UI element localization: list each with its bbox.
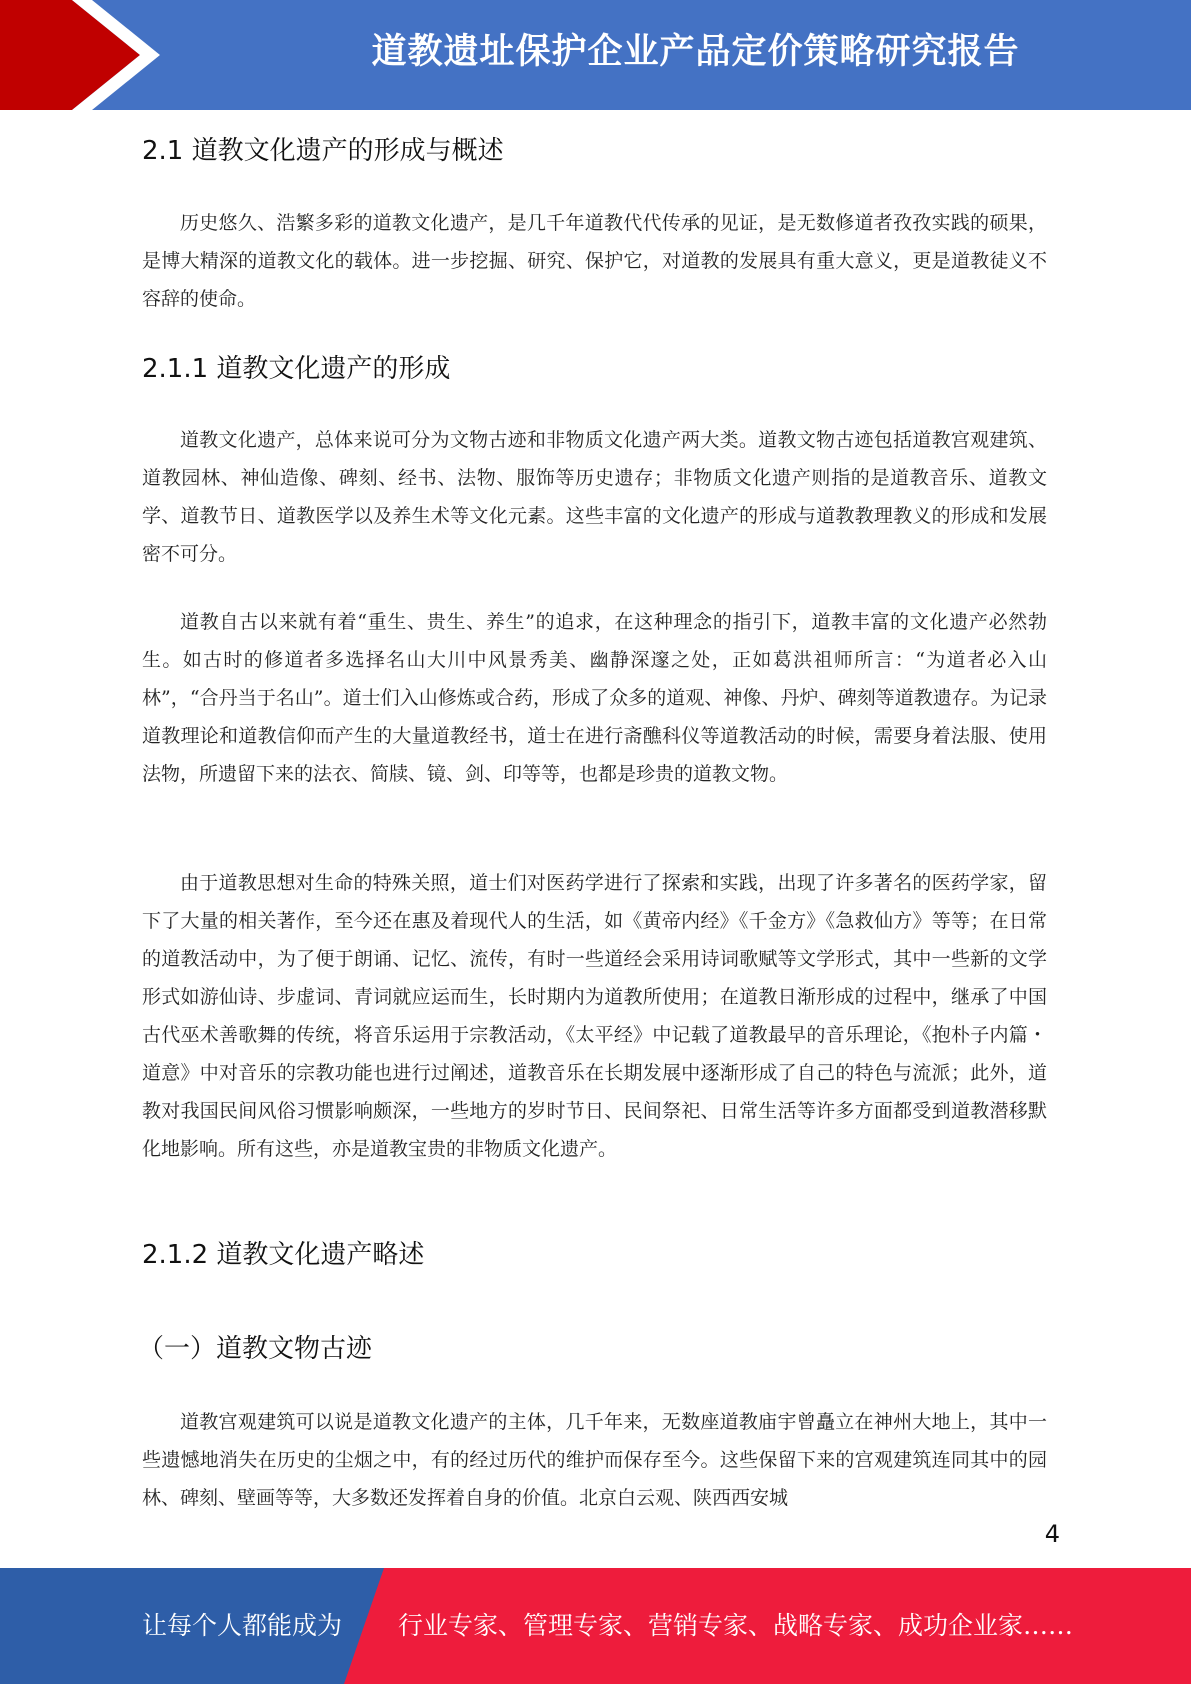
paragraph: 历史悠久、浩繁多彩的道教文化遗产，是几千年道教代代传承的见证，是无数修道者孜孜实践的硕果，是博大精深的道教文化的载体。进一步挖掘、研究、保护它，对道教的发展具有重大意义，更是道教徒义不容辞的使命。 [142, 212, 1047, 310]
footer-slogan-left: 让每个人都能成为 [142, 1611, 343, 1640]
page-number: 4 [1044, 1520, 1060, 1548]
paragraph: 道教自古以来就有着“重生、贵生、养生”的追求，在这种理念的指引下，道教丰富的文化遗产必然勃生。如古时的修道者多选择名山大川中风景秀美、幽静深邃之处，正如葛洪祖师所言：“为道者必入山林”，“合丹当于名山”。道士们入山修炼或合药，形成了众多的道观、神像、丹炉、碑刻等道教遗存。为记录道教理论和道教信仰而产生的大量道教经书，道士在进行斋醮科仪等道教活动的时候，需要身着法服、使用法物，所遗留下来的法衣、简牍、镜、剑、印等等，也都是珍贵的道教文物。 [142, 611, 1047, 785]
paragraph: 由于道教思想对生命的特殊关照，道士们对医药学进行了探索和实践，出现了许多著名的医药学家，留下了大量的相关著作，至今还在惠及着现代人的生活，如《黄帝内经》《千金方》《急救仙方》等等；在日常的道教活动中，为了便于朗诵、记忆、流传，有时一些道经会采用诗词歌赋等文学形式，其中一些新的文学形式如游仙诗、步虚词、青词就应运而生，长时期内为道教所使用；在道教日渐形成的过程中，继承了中国古代巫术善歌舞的传统，将音乐运用于宗教活动，《太平经》中记载了道教最早的音乐理论，《抱朴子内篇・道意》中对音乐的宗教功能也进行过阐述，道教音乐在长期发展中逐渐形成了自己的特色与流派；此外，道教对我国民间风俗习惯影响颇深，一些地方的岁时节日、民间祭祀、日常生活等许多方面都受到道教潜移默化地影响。所有这些，亦是道教宝贵的非物质文化遗产。 [142, 872, 1047, 1160]
sub-heading-cultural-relics: （一）道教文物古迹 [138, 1334, 373, 1364]
page-header [0, 0, 1191, 110]
footer-slogan-right: 行业专家、管理专家、营销专家、战略专家、成功企业家…… [398, 1611, 1074, 1640]
section-heading-2-1-1: 2.1.1 道教文化遗产的形成 [142, 354, 451, 384]
header-chevron-decoration [0, 0, 160, 110]
section-heading-2-1-2: 2.1.2 道教文化遗产略述 [142, 1240, 425, 1270]
report-title: 道教遗址保护企业产品定价策略研究报告 [371, 32, 1020, 72]
paragraph: 道教文化遗产，总体来说可分为文物古迹和非物质文化遗产两大类。道教文物古迹包括道教宫观建筑、道教园林、神仙造像、碑刻、经书、法物、服饰等历史遗存；非物质文化遗产则指的是道教音乐、道教文学、道教节日、道教医学以及养生术等文化元素。这些丰富的文化遗产的形成与道教教理教义的形成和发展密不可分。 [142, 429, 1047, 565]
paragraph: 道教宫观建筑可以说是道教文化遗产的主体，几千年来，无数座道教庙宇曾矗立在神州大地上，其中一些遗憾地消失在历史的尘烟之中，有的经过历代的维护而保存至今。这些保留下来的宫观建筑连同其中的园林、碑刻、壁画等等，大多数还发挥着自身的价值。北京白云观、陕西西安城 [142, 1411, 1047, 1509]
section-heading-2-1: 2.1 道教文化遗产的形成与概述 [142, 136, 504, 166]
page-footer [0, 1568, 1191, 1684]
